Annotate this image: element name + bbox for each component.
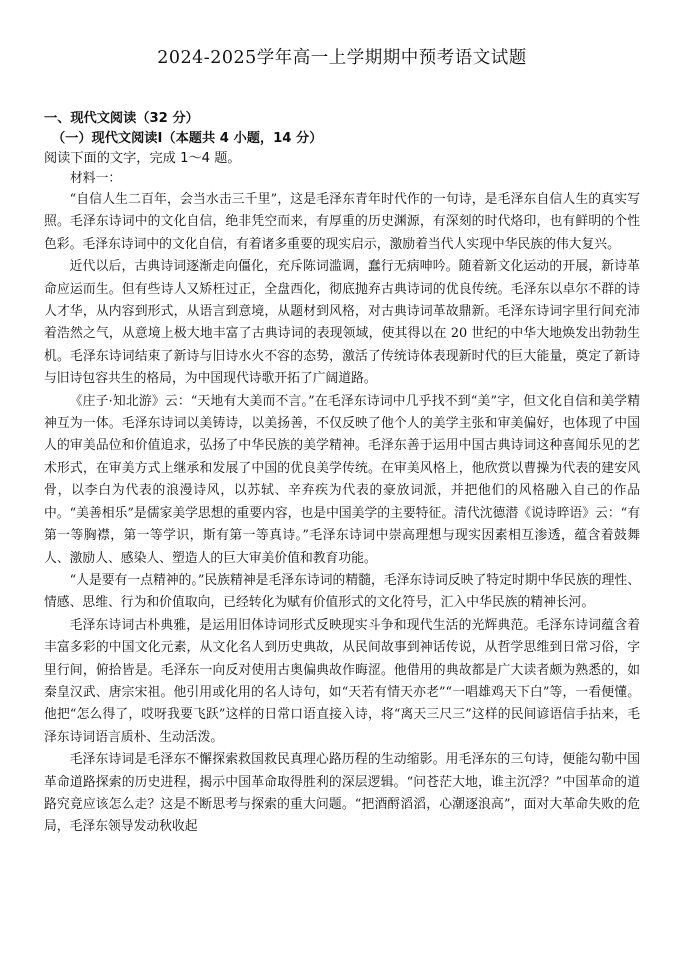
paragraph: 毛泽东诗词古朴典雅，是运用旧体诗词形式反映现实斗争和现代生活的光辉典范。毛泽东诗词蕴含着丰富多彩的中国文化元素，从文化名人到历史典故，从民间故事到神话传说，从哲学思维到日常习俗，字里行间，俯拾皆是。毛泽东一向反对使用古奥偏典故作晦涩。他借用的典故都是广大读者颇为熟悉的，如秦皇汉武、唐宗宋祖。他引用或化用的名人诗句，如“天若有情天亦老”“一唱雄鸡天下白”等，一看便懂。他把“怎么得了，哎呀我要飞跃”这样的日常口语直接入诗，将“离天三尺三”这样的民间谚语信手拈来，毛泽东诗词语言质朴、生动活泼。 [44, 617, 640, 745]
section-heading: 一、现代文阅读（32 分） [44, 111, 199, 126]
paragraph: “自信人生二百年，会当水击三千里”，这是毛泽东青年时代作的一句诗，是毛泽东自信人生的真实写照。毛泽东诗词中的文化自信，绝非凭空而来，有厚重的历史渊源，有深刻的时代烙印，也有鲜明的个性色彩。毛泽东诗词中的文化自信，有着诸多重要的现实启示，激励着当代人实现中华民族的伟大复兴。 [44, 192, 640, 252]
material-label: 材料一： [70, 171, 122, 186]
subsection-heading: （一）现代文阅读Ⅰ（本题共 4 小题，14 分） [52, 131, 323, 146]
paragraph: 《庄子·知北游》云：“天地有大美而不言。”在毛泽东诗词中几乎找不到“美”字，但文化自信和美学精神互为一体。毛泽东诗词以美铸诗，以美扬善，不仅反映了他个人的美学主张和审美偏好，也体现了中国人的审美品位和价值追求，弘扬了中华民族的美学精神。毛泽东善于运用中国古典诗词这种喜闻乐见的艺术形式，在审美方式上继承和发展了中国的优良美学传统。在审美风格上，他欣赏以曹操为代表的建安风骨，以李白为代表的浪漫诗风，以苏轼、辛弃疾为代表的豪放词派，并把他们的风格融入自己的作品中。“美善相乐”是儒家美学思想的重要内容，也是中国美学的主要特征。清代沈德潜《说诗晬语》云：“有第一等胸襟，第一等学识，斯有第一等真诗。”毛泽东诗词中崇高理想与现实因素相互渗透，蕴含着鼓舞人、激励人、感染人、塑造人的巨大审美价值和教育功能。 [44, 393, 640, 566]
material-body [44, 189, 640, 839]
reading-instruction: 阅读下面的文字，完成 1～4 题。 [44, 151, 241, 166]
exam-title: 2024-2025学年高一上学期期中预考语文试题 [157, 48, 527, 68]
paragraph: 毛泽东诗词是毛泽东不懈探索救国救民真理心路历程的生动缩影。用毛泽东的三句诗，便能勾勒中国革命道路探索的历史进程，揭示中国革命取得胜利的深层逻辑。“问苍茫大地，谁主沉浮？”中国革命的道路究竟应该怎么走？这是不断思考与探索的重大问题。“把酒酹滔滔，心潮逐浪高”，面对大革命失败的危局，毛泽东领导发动秋收起 [44, 752, 640, 835]
paragraph: “人是要有一点精神的。”民族精神是毛泽东诗词的精髓，毛泽东诗词反映了特定时期中华民族的理性、情感、思维、行为和价值取向，已经转化为赋有价值形式的文化符号，汇入中华民族的精神长河。 [44, 572, 640, 611]
paragraph: 近代以后，古典诗词逐渐走向僵化，充斥陈词滥调，蠢行无病呻吟。随着新文化运动的开展，新诗革命应运而生。但有些诗人又矫枉过正，全盘西化，彻底抛弃古典诗词的优良传统。毛泽东以卓尔不群的诗人才华，从内容到形式，从语言到意境，从题材到风格，对古典诗词革故鼎新。毛泽东诗词字里行间充沛着浩然之气，从意境上极大地丰富了古典诗词的表现领域，使其得以在 20 世纪的中华大地焕发出勃勃生机。毛泽东诗词结束了新诗与旧诗水火不容的态势，激活了传统诗体表现新时代的巨大能量，奠定了新诗与旧诗包容共生的格局，为中国现代诗歌开拓了广阔道路。 [44, 259, 640, 387]
